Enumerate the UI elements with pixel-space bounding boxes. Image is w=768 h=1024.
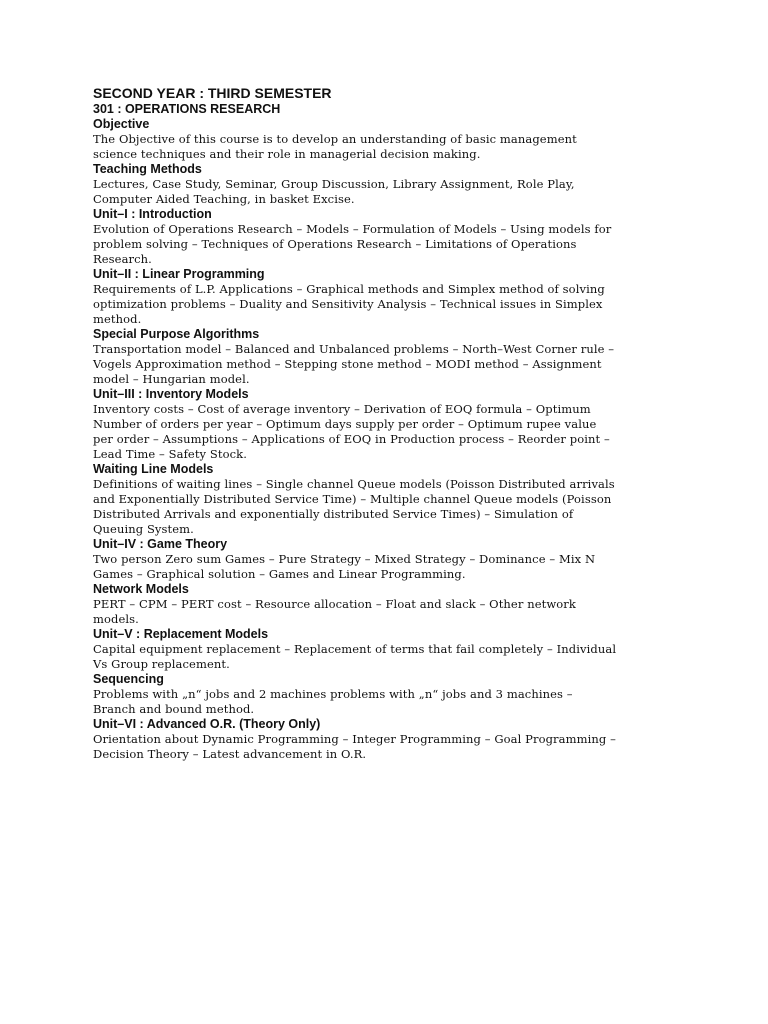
course-title: 301 : OPERATIONS RESEARCH [93, 102, 281, 116]
section-heading: Waiting Line Models [93, 462, 214, 476]
section-heading: Unit–V : Replacement Models [93, 627, 269, 641]
section-body: Requirements of L.P. Applications – Graphical methods and Simplex method of solving optimization problems – Duality and Sensitivity Analysis – Technical issues in Simplex method. [93, 282, 605, 326]
section-body: Evolution of Operations Research – Models – Formulation of Models – Using models for problem solving – Techniques of Operations Research – Limitations of Operations Research. [93, 222, 612, 266]
section-unit-1 [93, 207, 683, 267]
section-unit-4 [93, 537, 683, 582]
section-special-purpose-algorithms [93, 327, 683, 387]
section-sequencing [93, 672, 683, 717]
section-heading: Unit–VI : Advanced O.R. (Theory Only) [93, 717, 321, 731]
section-body: Orientation about Dynamic Programming – Integer Programming – Goal Programming – Decision Theory – Latest advancement in O.R. [93, 732, 616, 761]
section-body: Two person Zero sum Games – Pure Strategy – Mixed Strategy – Dominance – Mix N Games – Graphical solution – Games and Linear Programming. [93, 552, 596, 581]
section-heading: Unit–I : Introduction [93, 207, 212, 221]
section-waiting-line-models [93, 462, 683, 537]
section-teaching-methods [93, 162, 683, 207]
section-body: Lectures, Case Study, Seminar, Group Discussion, Library Assignment, Role Play, Computer Aided Teaching, in basket Excise. [93, 177, 575, 206]
section-heading: Sequencing [93, 672, 164, 686]
section-body: The Objective of this course is to develop an understanding of basic management science techniques and their role in managerial decision making. [93, 132, 577, 161]
section-heading: Objective [93, 117, 150, 131]
section-body: Transportation model – Balanced and Unbalanced problems – North–West Corner rule – Vogels Approximation method – Stepping stone method – MODI method – Assignment model – Hungarian model. [93, 342, 615, 386]
section-body: PERT – CPM – PERT cost – Resource allocation – Float and slack – Other network models. [93, 597, 576, 626]
section-unit-6 [93, 717, 683, 762]
section-heading: Unit–IV : Game Theory [93, 537, 228, 551]
section-body: Definitions of waiting lines – Single channel Queue models (Poisson Distributed arrivals and Exponentially Distributed Service Time) – Multiple channel Queue models (Poisson Distributed Arrivals and exponentially distributed Service Times) – Simulation of Queuing System. [93, 477, 615, 536]
section-objective [93, 117, 683, 162]
section-unit-5 [93, 627, 683, 672]
section-network-models [93, 582, 683, 627]
section-heading: Unit–II : Linear Programming [93, 267, 265, 281]
section-body: Problems with „n“ jobs and 2 machines problems with „n“ jobs and 3 machines – Branch and bound method. [93, 687, 573, 716]
page-title: SECOND YEAR : THIRD SEMESTER [93, 85, 332, 101]
section-heading: Teaching Methods [93, 162, 202, 176]
section-unit-2 [93, 267, 683, 327]
section-unit-3 [93, 387, 683, 462]
section-heading: Unit–III : Inventory Models [93, 387, 249, 401]
syllabus-content [93, 84, 683, 762]
section-heading: Special Purpose Algorithms [93, 327, 260, 341]
section-body: Inventory costs – Cost of average inventory – Derivation of EOQ formula – Optimum Number of orders per year – Optimum days supply per order – Optimum rupee value per order – Assumptions – Applications of EOQ in Production process – Reorder point – Lead Time – Safety Stock. [93, 402, 610, 461]
section-body: Capital equipment replacement – Replacement of terms that fail completely – Individual Vs Group replacement. [93, 642, 617, 671]
section-heading: Network Models [93, 582, 189, 596]
